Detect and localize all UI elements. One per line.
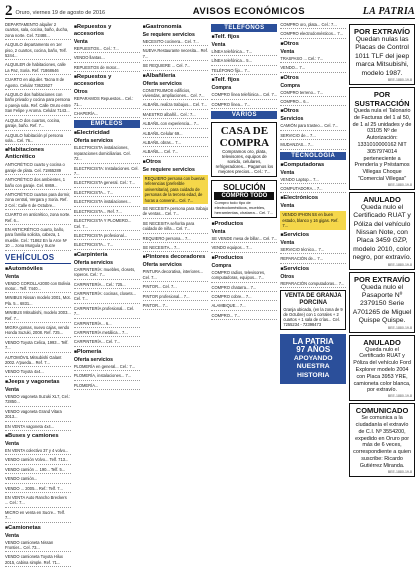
classified-ad: REPARAMOS Repuestos... Cel.: 71... <box>74 96 140 109</box>
ads-pintores <box>143 269 209 310</box>
classified-ad: ELECTRICISTA... Ref. 7... <box>74 209 140 216</box>
classified-ad: LÍNEA telefónica... 7... <box>211 49 277 56</box>
notice-body: Queda nulo el Pasaporte Nº 2379150 Serie A701265 de Miguel Quispe Quispe. <box>352 283 412 325</box>
section-subheading: Otros <box>280 273 295 280</box>
classified-ad: ELECTRICISTA instalaciones, reparaciones domiciliarias. Cel. 72... <box>74 145 140 163</box>
classified-ad: REPARACIÓN de... 7... <box>280 256 346 263</box>
ads-repuestos-otros <box>74 96 140 118</box>
ads-servicios-otros <box>280 281 346 288</box>
classified-ad: LÍNEA telefónica... 5... <box>211 58 277 65</box>
anniversary-banner <box>280 334 346 385</box>
classified-ad: COMPRO cobre... 7... <box>211 294 277 301</box>
classified-ad: MINIBUS Nissan modelo 2001, Mot. Pla. 5... 6831... <box>5 295 71 308</box>
classified-ad: VENDO Toyota 4x4... <box>5 369 71 376</box>
classified-ad: EN VENTA vagoneta 4x4... <box>5 424 71 431</box>
banner-line: 97 AÑOS <box>296 345 331 355</box>
section-heading: ■ Productos <box>211 221 277 228</box>
ads-jeeps <box>5 394 71 431</box>
column-3 <box>143 22 209 540</box>
newspaper-logo: LA PATRIA <box>362 6 415 17</box>
classified-ad: VENDO camión ... 190... Telf. 5... <box>5 467 71 474</box>
classified-ad: ALBAÑIL con experiencia... 7... <box>143 121 209 128</box>
classified-ad: REPUESTOS... Cel.: 7... <box>74 46 140 53</box>
classified-ad: ALBAÑIL... Cel. 7... <box>143 149 209 156</box>
classified-ad: PINTURA decorativa, interiores... Cel. 7... <box>143 269 209 282</box>
notice-code: BEE-1880-19-8 <box>387 394 412 399</box>
section-subheading: Oferta servicios <box>73 356 114 363</box>
section-heading: ■ Otros <box>143 159 209 166</box>
classified-ad: VENDO camión Volvo... Telf. 713... <box>5 457 71 464</box>
section-subheading: Se requiere servicios <box>142 166 195 173</box>
classified-ad: VENDO vagoneta Grand Vitara 2013... <box>5 409 71 422</box>
classified-ad: CHAPERÍA... <box>74 111 140 118</box>
ads-computadoras <box>280 177 346 194</box>
page-number: 2 <box>5 3 13 19</box>
section-subheading: Venta <box>280 203 295 210</box>
section-heading: ■ Jeeps y vagonetas <box>5 379 71 386</box>
classified-ad: MIGRA gomas, nuevo cajas, vendo Honda Suzuki, 2008. Ref. 725... <box>5 325 71 338</box>
notice-code: BEE-1880-19-8 <box>387 262 412 267</box>
columns <box>5 22 415 565</box>
classified-ad: COMPRO terreno... 7... <box>280 90 346 97</box>
section-heading: ■ Computadoras <box>280 162 346 169</box>
ads-electricidad <box>74 145 140 249</box>
classified-ad: CARPINTERÍA: muebles, closets, roperos. Cel.: 7... <box>74 267 140 280</box>
banner-line: LA PATRIA <box>292 336 334 346</box>
banner-line: APOYANDO <box>293 354 333 362</box>
classified-ad: ANTICRÉTICO dos ambientes, 1 baño con garaje. Cel. 6869... <box>5 177 71 190</box>
section-heading: ■ Gastronomía <box>143 24 209 31</box>
granja-title: VENTA DE GRANJA PORCINA <box>284 292 342 306</box>
classified-ad: CARPINTERÍA profesional... Cel. 7... <box>74 306 140 319</box>
section-subheading: Venta <box>5 386 19 393</box>
classified-ad: CONSTRUIMOS edificios, viviendas, ampliaciones... Cel. 7... <box>143 88 209 101</box>
column-4 <box>211 22 277 540</box>
classified-ad: NECESITO cocinera... Cel. 7... <box>143 39 209 46</box>
section-subheading: Venta <box>280 48 295 55</box>
notice-body: Queda nula el Talonario de Facturas del 1 al 50, de 1 al 25 unidades y de 03105 Nº de Autorización: 1331010000162 NIT 3057974014 perteneciente a Prendería y Préstamos Villegas Choque "Comercial Villegas" <box>352 108 412 182</box>
section-heading: ■ Electrónicos <box>280 195 346 202</box>
classified-ad: CARPINTERÍA... Cel.: 725... <box>74 282 140 289</box>
classified-ad: MINIBUS Mitsubishi, modelo 2003... Ref. 7... <box>5 310 71 323</box>
classified-ad: REQUIERO persona... 7... <box>143 236 209 243</box>
classified-ad: PINTOR... 7... <box>143 303 209 310</box>
section-subheading: Oferta servicios <box>142 80 182 87</box>
ads-telf-compra <box>211 92 277 109</box>
notice-title: POR EXTRAVÍO <box>353 274 411 284</box>
ads-camionetas <box>5 540 71 567</box>
section-subheading: Venta <box>211 42 226 48</box>
notice-title: ANULADO <box>363 337 401 347</box>
ads-otros <box>143 206 209 252</box>
notice-title: ANULADO <box>363 194 401 204</box>
section-heading: ■ Otros <box>280 108 346 115</box>
section-heading: ■ Camionetas <box>5 525 71 532</box>
classified-ad: PLOMERÍA en general... Cel.: 7... <box>74 364 140 371</box>
classified-ad: ELECTRICISTA... 7... <box>74 242 140 249</box>
classified-ad: VENDO llantas... <box>74 55 140 62</box>
section-heading: ■ Telf. fijos <box>211 77 277 84</box>
classified-ad: ALBAÑIL realiza trabajos... Cel. 7... <box>143 102 209 109</box>
solucion-ad <box>211 180 277 218</box>
banner-line: HISTORIA <box>297 371 330 379</box>
notice-code: BEE-1880-19-8 <box>387 325 412 330</box>
classified-ad: ELECTRICISTA... 7... <box>74 190 140 197</box>
section-heading: ■ Automóviles <box>5 266 71 273</box>
section-subheading: Oferta servicios <box>73 259 114 266</box>
classified-ad: VENDO Laptop... 7... <box>280 177 346 184</box>
classified-ad: VENDO COROLLA2000 con Bolivia motor... Telf. 7440... <box>5 281 71 294</box>
notice-box <box>349 335 415 402</box>
solucion-subtitle: COMPRO TODO <box>214 192 274 200</box>
section-subheading: Compra <box>211 262 232 269</box>
classified-ad: EN ANTICRÉTICO cuarto, baño, para familia solicita, cabeza, 1 mueble. Cel.: 71862 En la Arce Nº 10 ... zona Murguía y Sucre <box>5 227 71 251</box>
column-5 <box>280 22 346 540</box>
classified-ad: PLOMERÍA, instalaciones... 7... <box>74 373 140 380</box>
section-subheading: Se requiere servicios <box>142 32 195 38</box>
notice-box <box>349 272 415 333</box>
section-heading: ■ Buses y camiones <box>5 433 71 440</box>
classified-ad: ALQUILER de habitaciones, calle La Paz, Soria. Ref. 71868646 <box>5 62 71 75</box>
classified-ad: CUARTO en alquiler. Tacna 8 de Agosto. Celular 73622627 <box>5 77 71 90</box>
classified-ad: ELECTRICISTA instalaciones... <box>74 199 140 206</box>
section-heading: ■ Otros <box>280 75 346 82</box>
section-heading: ■ Carpintería <box>74 252 140 259</box>
classified-ad: SE NECESITA persona para trabajo de ventas... Cel. 7... <box>143 206 209 219</box>
notice-body: Se comunica a la ciudadanía el extravío de C.I. Nº 3554200, expedido en Oruro por más de 6 veces, correspondiente a quien suscribe: Ricardo Gutiérrez Miranda. <box>353 415 411 469</box>
classified-ad: CARPINTERÍA: cocinas, closets... Cel. 7... <box>74 291 140 304</box>
classified-ad: MICRO en venta en Sucre... Telf. 7... <box>5 510 71 523</box>
classified-ad: CUARTO en anticrético, zona norte. Ref. 6... <box>5 212 71 225</box>
classified-ad: MAESTRO albañil... Cel.: 7... <box>143 112 209 119</box>
column-1 <box>5 22 71 565</box>
classified-ad: ALQUILO departamento en 1er piso, 2 cuartos, cocina, baño, Telf. 5244... <box>5 42 71 60</box>
ads-top <box>5 22 71 145</box>
banner-line: NUESTRA <box>296 363 330 371</box>
classified-ad: CARPINTERÍA... Cel. 7... <box>74 339 140 346</box>
classified-ad: VENDO camioneta Nissan Frontier... Cel. 73... <box>5 540 71 553</box>
category-bar-empleos: EMPLEOS <box>74 120 140 128</box>
notice-title: COMUNICADO <box>355 406 409 416</box>
classified-ad: SERVICIO de... 7... <box>280 133 346 140</box>
classified-ad: CAMIÓN para trasteo... Cel. 7... <box>280 123 346 130</box>
section-heading: ■ Otros <box>280 41 346 48</box>
classified-ad: TRASPASO ... Cel.: 7... <box>280 56 346 63</box>
classified-ad: VENDO ... 2005... Ref.: Telf. 7... <box>5 486 71 493</box>
section-title: AVISOS ECONÓMICOS <box>192 6 306 17</box>
casa-compra-title: CASA DE COMPRA <box>219 125 270 150</box>
classified-ad: MUDANZAS... 7... <box>280 142 346 149</box>
ads-otros-servicios <box>280 123 346 149</box>
page-header <box>5 4 415 19</box>
classified-ad: VENDO vagoneta Suzuki XL7, Cel.: 72850... <box>5 394 71 407</box>
granja-ad <box>280 290 346 330</box>
section-subheading: Compra <box>280 82 300 89</box>
notice-code: BEE-1880-19-8 <box>387 78 412 83</box>
classified-ad: REPARACIÓN computadoras... 7... <box>280 281 346 288</box>
classified-ad: COMPUTADORA... 7... <box>280 186 346 193</box>
notice-title: POR EXTRAVÍO <box>353 27 411 36</box>
classified-ad: EN VENTA colectivo 37 y 4 volvo... <box>5 448 71 455</box>
classified-ad: COMPRO electrodomésticos... 7... <box>280 31 346 38</box>
classified-ad: VENDO equipos... 7... <box>211 245 277 252</box>
classified-ad: COMPRO chatarra... 7... <box>211 285 277 292</box>
section-subheading: Venta <box>211 229 226 236</box>
category-title: VEHÍCULOS <box>5 253 71 264</box>
solucion-text: Compro todo tipo de electrodomésticos, muebles, herramientas, chatarra... Cel. 7... <box>214 200 273 216</box>
ads-otros-compra <box>280 90 346 107</box>
classified-ad: CARPINTERÍA metálica... 7... <box>74 330 140 337</box>
classified-ad: ANTICRÉTICO cuartos para dormir, zona central, Vergara y Soria. Ref. 2 Cel.: Calle 6 de Octubre... <box>5 192 71 210</box>
classified-ad: ELECTRICISTA: Instalaciones. Cel. 7... <box>74 166 140 179</box>
classified-ad: ELECTRICISTA general. Cel.: 7... <box>74 180 140 187</box>
ads-top-5 <box>280 22 346 39</box>
classified-ad: VENDO... 7... <box>280 65 346 72</box>
section-subheading: Compra <box>211 85 232 92</box>
notice-code: BEE-1880-19-8 <box>387 182 412 187</box>
section-subheading: Venta <box>5 440 19 447</box>
classified-ad: ALAMBIQUE... 7... <box>211 303 277 310</box>
ads-gastronomia <box>143 39 209 71</box>
classified-ad: VENDO camioneta Toyota Hilux 2015, cabina simple. Ref. 71... <box>5 554 71 567</box>
granja-text: Granja ubicada, (en la zona de 9 de Octubre) con 1 corrales + 2 cuartos + 1 sala de crías... Cel. 7255234 - 72398473 <box>283 306 343 327</box>
highlighted-ad: REQUIERO persona con buenas referencias (preferible universitaria), para cuidado de personas de la tercera edad, de horas a convenir... Cel. 7... <box>143 175 209 204</box>
section-subheading: Otros <box>73 89 88 96</box>
ads-telf-venta <box>211 49 277 75</box>
ads-plomeria <box>74 364 140 390</box>
classified-ad: NUEVA Restaurante necesita... Ref. 7... <box>143 48 209 61</box>
notice-box <box>349 24 415 85</box>
casa-compra-ad <box>211 122 277 177</box>
section-heading: ■ Servicios <box>280 266 346 273</box>
page-date: Oruro, viernes 19 de agosto de 2016 <box>15 10 106 16</box>
section-heading: ■ Repuestos y accesorios <box>74 74 140 88</box>
notice-body: Queda nulo el Certificado RUAT y Póliza del vehículo Ford Explorer modelo 2004 con Placa 3953 YRE, camioneta color blanca, por extravío. <box>353 346 411 394</box>
classified-ad: AUTOMÓVIL Mitsubishi Galant 2002. A'pueda... Ref. 7... <box>5 355 71 368</box>
ads-productos-compra <box>211 270 277 320</box>
classified-ad: ELECTRICISTA Y PLOMERO... Cel. 7... <box>74 218 140 231</box>
ads-automoviles <box>5 281 71 377</box>
classified-ad: ANTICRÉTICO cuarto y cocina o garaje de plata. Cel. 71865289 <box>5 162 71 175</box>
classified-ad: REPUESTOS de motor... <box>74 65 140 72</box>
ads-habitaciones <box>5 162 71 250</box>
section-subheading: Venta <box>5 532 19 539</box>
notice-body: Queda nulo el Certificado RUAT y Póliza del vehículo Nissan Note, con Placa 3459 GZP, modelo 2010, color negro, por extravío. <box>352 203 412 262</box>
ads-buses <box>5 448 71 523</box>
column-6 <box>349 22 415 540</box>
ads-albanileria <box>143 88 209 157</box>
section-subheading: Oferta servicios <box>73 138 114 145</box>
section-heading: ■ Plomería <box>74 349 140 356</box>
notice-body: Quedan nulas las Placas de Control 1011 TLF del jeep marca Mitsubishi, modelo 1987. <box>354 36 410 77</box>
classified-ad: ALQUILO dos cuartos, cocina, garaje, baño. Ref. 7... <box>5 118 71 131</box>
classified-ad: ALQUILO dos habitaciones con baño privado y cocina para persona o pareja sola. Ref. Calle Oruro entre San Felipe y Aroma. Celular 7143... <box>5 92 71 116</box>
section-heading: ■ Habitaciones Anticrético <box>5 147 71 161</box>
classified-ad: SE VENDE mesa de billar... Cel. 7... <box>211 236 277 243</box>
classified-ad: COMPRO radios, televisores, computadoras, equipos... 7... <box>211 270 277 283</box>
notice-box <box>349 192 415 270</box>
classified-ad: SE NECESITA... 7... <box>143 245 209 252</box>
ads-servicios <box>280 247 346 264</box>
classified-ad: VENDO Toyota Celica, 1993... Telf. 7... <box>5 340 71 353</box>
classified-ad: COMPRO oro, plata... Cel.: 7... <box>280 22 346 29</box>
notice-code: BEE-1880-19-8 <box>387 469 412 474</box>
classified-ad: EN VENTA Auto Rancho Breckers ... Cel.: 7... <box>5 495 71 508</box>
classified-ad: ALBAÑIL obras... 7... <box>143 140 209 147</box>
highlighted-ad: VENDO IPHON 5S en buen estado, blanco y 16 gigas. Ref. 7... <box>280 211 346 229</box>
classified-ad: PINTOR profesional... 7... <box>143 294 209 301</box>
ads-carpinteria <box>74 267 140 347</box>
section-subheading: Servicios <box>280 116 304 123</box>
solucion-title: SOLUCIÓN <box>223 183 266 193</box>
classified-ad: CARPINTERÍA... 6... <box>74 321 140 328</box>
section-heading: ■ Servicios <box>280 232 346 239</box>
ads-repuestos <box>74 46 140 72</box>
section-heading: ■ Productos <box>211 255 277 262</box>
section-heading: ■ Electricidad <box>74 130 140 137</box>
ads-otros-venta <box>280 56 346 73</box>
classified-ad: VENDO camión... <box>5 476 71 483</box>
category-bar-telefonos: TELÉFONOS <box>211 24 277 32</box>
notice-title: POR SUSTRACCIÓN <box>354 90 410 109</box>
ads-productos-venta <box>211 236 277 253</box>
notice-box <box>349 87 415 190</box>
section-heading: ■ Telf. fijos <box>211 34 277 41</box>
classified-ad: ELECTRICISTA profesional... <box>74 233 140 240</box>
classified-ad: ALBAÑIL Celular 69... <box>143 131 209 138</box>
classified-ad: TELÉFONO fijo... 7... <box>211 68 277 75</box>
section-subheading: Venta <box>73 39 88 45</box>
category-bar-varios: VARIOS <box>211 111 277 119</box>
column-2 <box>74 22 140 540</box>
section-subheading: Venta <box>280 169 295 176</box>
section-subheading: Venta <box>5 273 19 280</box>
classified-ad: SERVICIO técnico... 7... <box>280 247 346 254</box>
notice-box <box>349 403 415 476</box>
section-heading: ■ Repuestos y accesorios <box>74 24 140 38</box>
classified-ad: PINTOR... Cel. 7... <box>143 284 209 291</box>
casa-compra-text: Compramos oro, plata, televisores, equipos de sonido, celulares, refrigeradores... Pagamos los mejores precios... Cel.: 7... <box>215 149 274 175</box>
section-heading: ■ Albañilería <box>143 73 209 80</box>
category-bar-tecnologia: TECNOLOGÍA <box>280 152 346 160</box>
section-subheading: Oferta servicios <box>142 262 182 269</box>
classified-ad: COMPRO línea telefónica... Cel. 7... <box>211 92 277 99</box>
classified-ad: SE REQUIERE ... Cel. 7... <box>143 63 209 70</box>
section-heading: ■ Pintores decoradores <box>143 254 209 261</box>
classified-ad: COMPRO línea... 7... <box>211 102 277 109</box>
classified-ad: COMPRO... 7... <box>211 313 277 320</box>
classified-ad: COMPRO... 6... <box>280 99 346 106</box>
classified-ad: ALQUILO habitación p/ persona sola... Cel. 76... <box>5 133 71 146</box>
classified-ad: SE NECESITA señorita para cuidado de niña... Cel. 7... <box>143 221 209 234</box>
section-subheading: Venta <box>280 239 295 246</box>
classified-ad: PLOMERÍA... <box>74 383 140 390</box>
classified-ad: DEPARTAMENTO alquiler 2 cuartos, sala, cocina, baño, ducha, zona norte. Cel. 72488... <box>5 22 71 40</box>
